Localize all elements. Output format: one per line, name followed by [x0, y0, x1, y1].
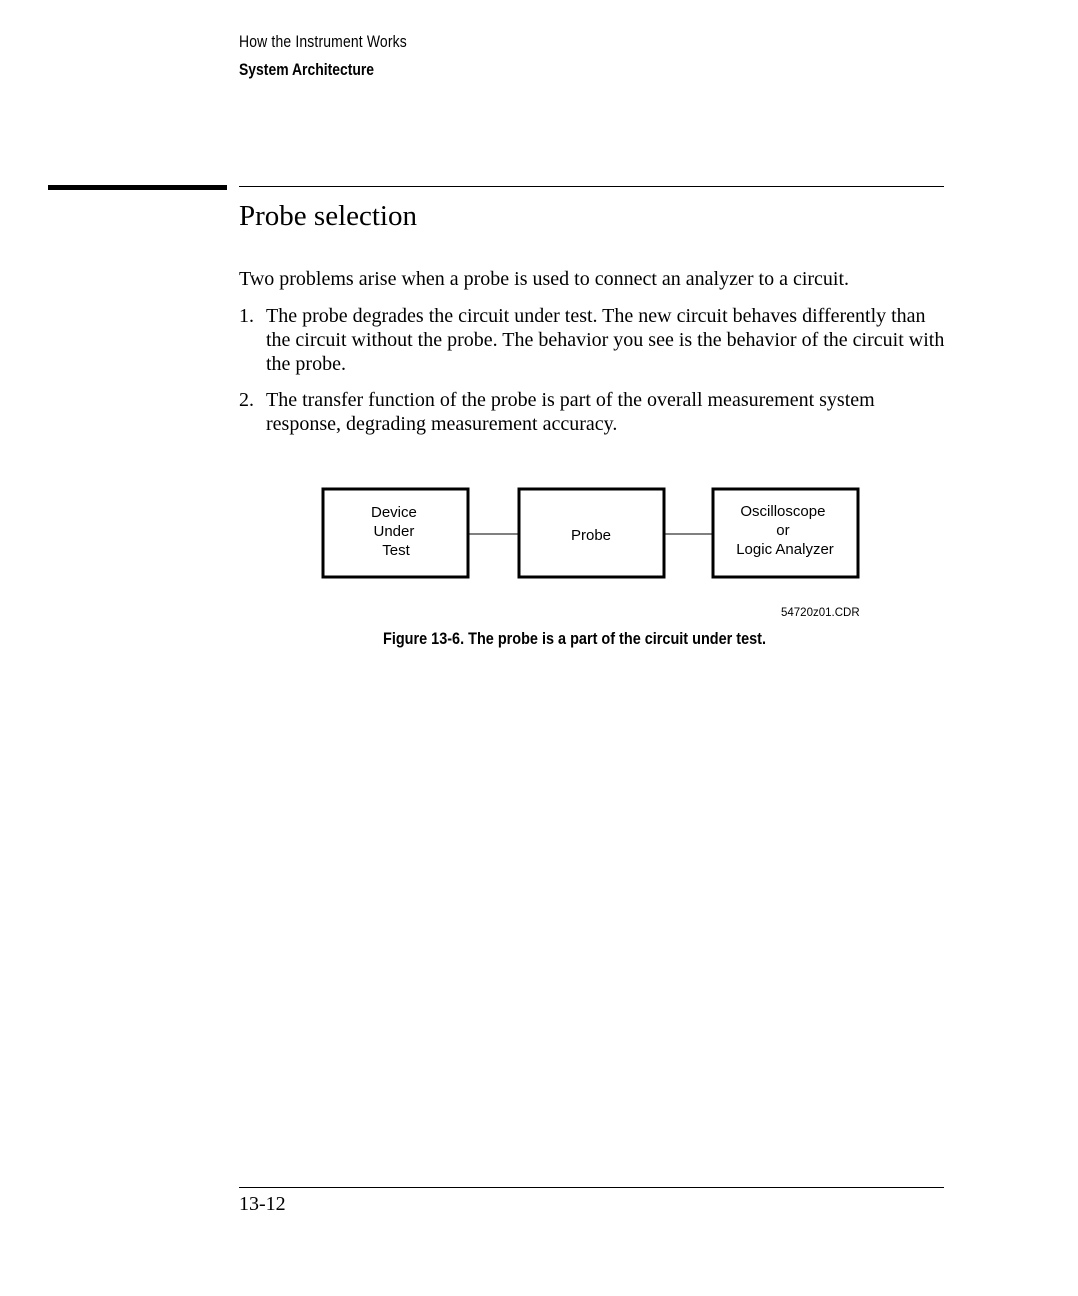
svg-text:Probe: [571, 527, 611, 544]
footer-rule: [239, 1187, 944, 1188]
box-label-line: Logic Analyzer: [736, 541, 834, 558]
box-label-line: Test: [382, 542, 410, 559]
running-head-chapter: How the Instrument Works: [239, 32, 407, 51]
figure-file-id: 54720z01.CDR: [781, 607, 860, 619]
box-label-line: or: [776, 522, 790, 539]
list-item-number: 2.: [239, 389, 254, 411]
block-diagram: [0, 0, 1078, 620]
list-item-number: 1.: [239, 305, 254, 327]
intro-paragraph: Two problems arise when a probe is used to connect an analyzer to a circuit.: [239, 268, 850, 290]
page-number: 13-12: [239, 1193, 286, 1215]
section-title: Probe selection: [239, 200, 417, 232]
running-head-section: System Architecture: [239, 60, 375, 79]
list-item-text: The probe degrades the circuit under test. The new circuit behaves differently than the circuit without the probe. The behavior you see is the behavior of the circuit with the probe.: [266, 305, 945, 375]
box-label-line: Device: [370, 504, 417, 521]
box-label-line: Probe: [570, 527, 612, 544]
box-label-line: Oscilloscope: [740, 503, 826, 520]
list-item-text: The transfer function of the probe is part of the overall measurement system response, degrading measurement accuracy.: [266, 389, 875, 435]
box-label-line: Under: [373, 523, 415, 540]
figure-caption: Figure 13-6. The probe is a part of the circuit under test.: [383, 629, 767, 648]
